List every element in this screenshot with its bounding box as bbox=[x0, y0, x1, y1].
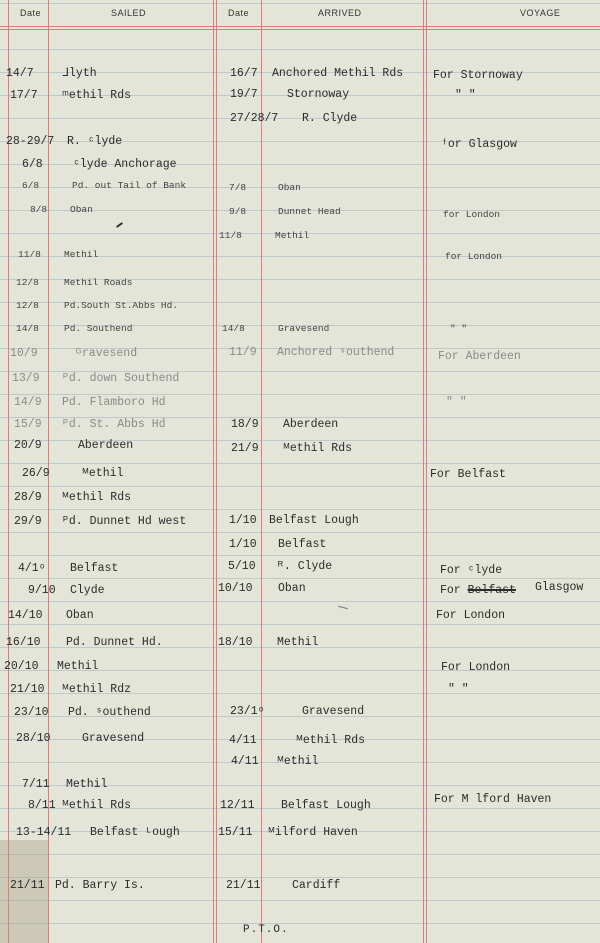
sailed-date: 28/9 bbox=[14, 491, 42, 504]
sailed-place: Methil Roads bbox=[64, 277, 133, 288]
ruling-line bbox=[261, 0, 262, 943]
arrived-date: 11/8 bbox=[219, 230, 242, 241]
sailed-place: Methil bbox=[66, 778, 108, 791]
sailed-place: Methil bbox=[64, 249, 99, 260]
sailed-place: Oban bbox=[70, 204, 93, 215]
sailed-place: Belfast bbox=[70, 562, 119, 575]
sailed-place: ᴹethil bbox=[82, 467, 124, 480]
arrived-date: 14/8 bbox=[222, 323, 245, 334]
sailed-place: ᴹethil Rds bbox=[62, 799, 132, 812]
pencil-tick-mark bbox=[116, 222, 123, 228]
sailed-date: 6/8 bbox=[22, 158, 43, 171]
sailed-place: ᴾd. down Southend bbox=[62, 372, 180, 385]
ruling-line bbox=[213, 0, 214, 943]
sailed-place: Pd. Southend bbox=[64, 323, 133, 334]
sailed-date: 9/10 bbox=[28, 584, 56, 597]
header-date: Date bbox=[20, 8, 42, 18]
voyage: For Belfast bbox=[430, 468, 506, 481]
sailed-date: 10/9 bbox=[10, 347, 38, 360]
sailed-place: Pd.South St.Abbs Hd. bbox=[64, 300, 179, 311]
sailed-date: 14/9 bbox=[14, 396, 42, 409]
sailed-date: 20/9 bbox=[14, 439, 42, 452]
sailed-place: ᴾd. Dunnet Hd west bbox=[62, 515, 187, 528]
voyage: For ᶜlyde bbox=[440, 564, 503, 577]
arrived-date: 4/11 bbox=[231, 755, 259, 768]
sailed-date: 14/10 bbox=[8, 609, 43, 622]
sailed-place: Methil bbox=[57, 660, 99, 673]
arrived-place: Stornoway bbox=[287, 88, 350, 101]
voyage: For M lford Haven bbox=[434, 793, 552, 806]
sailed-date: 12/8 bbox=[16, 277, 39, 288]
voyage: for London bbox=[443, 209, 501, 220]
sailed-date: 8/11 bbox=[28, 799, 56, 812]
sailed-date: 28/10 bbox=[16, 732, 51, 745]
voyage: " " bbox=[448, 683, 469, 696]
sailed-date: 14/7 bbox=[6, 67, 34, 80]
arrived-date: 21/9 bbox=[231, 442, 259, 455]
sailed-date: 14/8 bbox=[16, 323, 39, 334]
sailed-place: Pd. out Tail of Bank bbox=[72, 180, 187, 191]
arrived-place: Oban bbox=[278, 182, 301, 193]
sailed-date: 28-29/7 bbox=[6, 135, 55, 148]
arrived-date: 1/10 bbox=[229, 538, 257, 551]
sailed-date: 16/10 bbox=[6, 636, 41, 649]
ruling-line bbox=[426, 0, 427, 943]
header-sailed: SAILED bbox=[111, 8, 147, 18]
sailed-place: Pd. ˢouthend bbox=[68, 706, 151, 719]
sailed-place: ᒧlyth bbox=[62, 67, 97, 80]
voyage: " " bbox=[446, 396, 467, 409]
sailed-place: Oban bbox=[66, 609, 94, 622]
sailed-date: 17/7 bbox=[10, 89, 38, 102]
sailed-date: 4/1ᵒ bbox=[18, 562, 46, 575]
voyage: " " bbox=[450, 323, 468, 334]
arrived-place: Dunnet Head bbox=[278, 206, 341, 217]
arrived-place: ᴹethil bbox=[277, 755, 319, 768]
header-rule bbox=[0, 29, 600, 30]
sailed-date: 11/8 bbox=[18, 249, 41, 260]
voyage-amended bbox=[440, 584, 516, 598]
arrived-place: ᴿ. Clyde bbox=[277, 560, 333, 573]
sailed-place: ᴹethil Rds bbox=[62, 491, 132, 504]
pencil-mark bbox=[338, 606, 348, 610]
please-turn-over: P.T.O. bbox=[243, 924, 289, 936]
voyage: For London bbox=[436, 609, 506, 622]
header-voyage: VOYAGE bbox=[520, 8, 561, 18]
sailed-place: Pd. Flamboro Hd bbox=[62, 396, 166, 409]
arrived-date: 11/9 bbox=[229, 346, 257, 359]
sailed-date: 13/9 bbox=[12, 372, 40, 385]
sailed-place: ᵐethil Rds bbox=[62, 89, 132, 102]
arrived-place: Gravesend bbox=[302, 705, 365, 718]
arrived-place: Aberdeen bbox=[283, 418, 339, 431]
arrived-place: ᴹilford Haven bbox=[268, 826, 358, 839]
arrived-place: Anchored Methil Rds bbox=[272, 67, 404, 80]
arrived-place: Belfast bbox=[278, 538, 327, 551]
sailed-place: Clyde bbox=[70, 584, 105, 597]
arrived-date: 18/10 bbox=[218, 636, 253, 649]
sailed-date: 20/10 bbox=[4, 660, 39, 673]
sailed-place: Gravesend bbox=[82, 732, 145, 745]
sailed-date: 8/8 bbox=[30, 204, 48, 215]
header-date-arrived: Date bbox=[228, 8, 250, 18]
sailed-date: 29/9 bbox=[14, 515, 42, 528]
arrived-date: 19/7 bbox=[230, 88, 258, 101]
sailed-date: 21/11 bbox=[10, 879, 45, 892]
sailed-place: Pd. Barry Is. bbox=[55, 879, 145, 892]
ruling-line bbox=[423, 0, 424, 943]
sailed-place: ᶜlyde Anchorage bbox=[73, 158, 177, 171]
sailed-date: 7/11 bbox=[22, 778, 50, 791]
arrived-date: 1/10 bbox=[229, 514, 257, 527]
arrived-place: Oban bbox=[278, 582, 306, 595]
header-arrived: ARRIVED bbox=[318, 8, 362, 18]
arrived-date: 7/8 bbox=[229, 182, 247, 193]
voyage: For Stornoway bbox=[433, 69, 523, 82]
sailed-date: 26/9 bbox=[22, 467, 50, 480]
voyage-struck-out: Belfast bbox=[467, 584, 516, 597]
sailed-place: Aberdeen bbox=[78, 439, 134, 452]
voyage: For Aberdeen bbox=[438, 350, 521, 363]
voyage: " " bbox=[455, 89, 476, 102]
header-rule bbox=[0, 26, 600, 27]
arrived-place: Belfast Lough bbox=[269, 514, 359, 527]
arrived-date: 21/11 bbox=[226, 879, 261, 892]
arrived-place: Gravesend bbox=[278, 323, 330, 334]
voyage-correction: Glasgow bbox=[535, 581, 584, 594]
arrived-date: 23/1ᵒ bbox=[230, 705, 265, 718]
voyage: for London bbox=[445, 251, 503, 262]
sailed-place: Belfast ᴸough bbox=[90, 826, 180, 839]
arrived-place: Methil bbox=[277, 636, 319, 649]
arrived-place: ᴹethil Rds bbox=[296, 734, 366, 747]
arrived-place: Anchored ˢouthend bbox=[277, 346, 395, 359]
sailed-place: ᴹethil Rdz bbox=[62, 683, 132, 696]
sailed-place: Pd. Dunnet Hd. bbox=[66, 636, 163, 649]
sailed-date: 6/8 bbox=[22, 180, 40, 191]
sailed-date: 21/10 bbox=[10, 683, 45, 696]
voyage: For London bbox=[441, 661, 511, 674]
arrived-date: 4/11 bbox=[229, 734, 257, 747]
arrived-date: 15/11 bbox=[218, 826, 253, 839]
arrived-date: 9/8 bbox=[229, 206, 247, 217]
arrived-place: R. Clyde bbox=[302, 112, 358, 125]
voyage-prefix: For bbox=[440, 584, 461, 597]
arrived-date: 18/9 bbox=[231, 418, 259, 431]
sailed-place: ᴾd. St. Abbs Hd bbox=[62, 418, 166, 431]
sailed-date: 23/10 bbox=[14, 706, 49, 719]
sailed-place: R. ᶜlyde bbox=[67, 135, 123, 148]
arrived-date: 5/10 bbox=[228, 560, 256, 573]
arrived-place: Methil bbox=[275, 230, 310, 241]
sailed-date: 13-14/11 bbox=[16, 826, 72, 839]
sailed-place: ᴳravesend bbox=[75, 347, 138, 360]
arrived-place: Belfast Lough bbox=[281, 799, 371, 812]
sailed-date: 15/9 bbox=[14, 418, 42, 431]
arrived-date: 16/7 bbox=[230, 67, 258, 80]
voyage: ᶠor Glasgow bbox=[441, 138, 517, 151]
arrived-date: 12/11 bbox=[220, 799, 255, 812]
ruling-line bbox=[216, 0, 217, 943]
arrived-place: Cardiff bbox=[292, 879, 341, 892]
arrived-date: 10/10 bbox=[218, 582, 253, 595]
arrived-date: 27/28/7 bbox=[230, 112, 279, 125]
sailed-date: 12/8 bbox=[16, 300, 39, 311]
arrived-place: ᴹethil Rds bbox=[283, 442, 353, 455]
